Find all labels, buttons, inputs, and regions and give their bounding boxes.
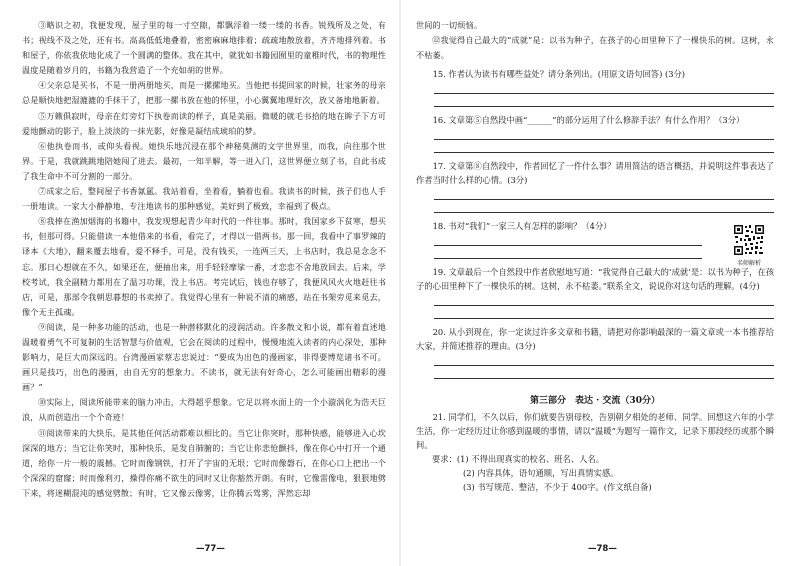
paragraph-12: ⑫我觉得自己最大的“成就”是：以书为种子，在孩子的心田里种下了一棵快乐的树。这树，永不枯萎。: [416, 35, 774, 61]
paragraph-3: ③略识之初，我便发现，屋子里的每一寸空隙，都飘浮着一缕一缕的书香。锐残所及之处，有书；视线不及之处，还有书。高高低低地叠着，密密麻麻地排着；疏疏地散放着，齐齐地排列着。书和屋子，你依我依地化成了一个圆满的整体。我在其中，就犹如书籍园囿里的童稚时代，书的物理性温度是随着岁月的，书籍为我营造了一个充如胡的世界。: [22, 20, 386, 76]
answer-line[interactable]: [434, 81, 774, 94]
question-15: 15. 作者认为读书有哪些益处？请分条列出。(用原文语句回答) (3分): [432, 69, 686, 80]
answer-line[interactable]: [434, 306, 774, 319]
paragraph-10: ⑩实际上，阅读所能带来的脑力冲击，大得超乎想象。它足以将水面上的一个小漩涡化为浩天巨浪，从而创造出一个个奇迹！: [22, 397, 386, 423]
answer-line[interactable]: [434, 200, 774, 213]
paragraph-11: ⑪阅读带来的大快乐，是其他任何活动都难以相比的。当它让你突时，那种快感，能够进入心坎深深的地方；当它让你笑时，那种快乐，是发自肺腑的；当它让你悲怆颤抖，像在你心中打开一个通道，给你一片一般的震撼。它时而像钢铁，打开了宇宙的无垠；它时而像磐石，在你心口上把出一个个深深的窟窿；时而像利刃，操得你痛不欲生的同时又让你豁然开朗。有时，它像雷像电，狠狠地劈下来，将迷糊混沌的感觉劈散；有时，它又像云像雾，让你腾云驾雾，浑然忘却: [22, 427, 386, 498]
answer-line[interactable]: [434, 187, 774, 200]
question-20: 20. 从小到现在，你一定读过许多文章和书籍，请把对你影响最深的一篇文章或一本书推荐给大家，并简述推荐的理由。(3分): [416, 327, 774, 352]
paragraph-8: ⑧我捧在渔加烟海的书籍中，我发现想起青少年时代的一件往事。那时，我国家乡下贫寒，想买书，但那可得。只能借读一本他借来的书看，看完了，才得以一借两书。那一回，我看中了事罗辣的译本《大地》，翻来覆去地看，爱不释手，可是，没有钱买，一连两三天，上书店时，我总是念念不忘。那日心想就在不久，如果还在，便抽出来，用手轻轻摩挲一番，才恋恋不舍地放回去。后来，学校考试，我全副精力都用在了温习功课，没上书店。考完试后，钱也存够了，我便风风火火地赶往书店，可是，那部令我朝思暮想的书卖掉了。我觉得心里有一种说不清的痛感，站在书架旁觅来觅去，像个无主孤魂。: [22, 216, 386, 317]
question-17: 17. 文章第⑧自然段中，作者回忆了一件什么事？请用简洁的语言概括，并说明这件事表达了作者当时什么样的心情。(3分): [416, 161, 774, 186]
paragraph-5: ⑤万籁俱寂时，母亲在灯旁灯下执卷而读的样子，真是美丽。微暖的就毛书拾的地在眸子下方可爱地颤动的影子，脸上淡淡的一抹光影，好像是凝结成琥珀的梦。: [22, 110, 386, 136]
continuation-text: 世间的一切烦恼。: [416, 20, 482, 30]
qr-code-icon[interactable]: [733, 224, 765, 256]
answer-line[interactable]: [434, 233, 702, 246]
paragraph-9: ⑨阅读，是一种多功能的活动，也是一种潜移默化的浸润活动。许多散文和小说，都有着直述地温暖着勇气不可复制的生活智慧与价值观，它会在阅读的过程中，慢慢地流入读者的内心深处，那种影响力，是巨大而深远的。台湾漫画家蔡志忠说过：“要成为出色的漫画家，非得要博览诸书不可。画只是技巧，出色的漫画，由自无穷的想象力。不读书，就无法有好奇心，怎么可能画出精彩的漫画？”: [22, 321, 386, 393]
answer-line[interactable]: [434, 246, 702, 259]
page-number-left: —77—: [196, 544, 225, 554]
qr-code-block[interactable]: [730, 224, 768, 267]
answer-line[interactable]: [434, 366, 774, 379]
qr-code-label: 名师解析: [736, 260, 761, 267]
right-page: [400, 0, 800, 566]
answer-line[interactable]: [434, 140, 774, 153]
answer-line[interactable]: [434, 293, 774, 306]
question-18: 18. 书对“我们”一家三人有怎样的影响？（4分）: [432, 221, 612, 232]
section-title: 第三部分 表达 · 交流（30分）: [530, 396, 660, 407]
requirement-2: (2) 内容具体，语句通顺，写出真情实感。: [463, 468, 619, 479]
paragraph-4: ④父亲总是买书，不是一册两册地买，而是一摞摞地买。当他把书提回家的时候，壮家务的母亲总是顺快地把湿漉漉的手抹干了，把那一摞书放在他的怀里，小心翼翼地理好次，放又备地地新着。: [22, 80, 386, 106]
answer-line[interactable]: [434, 94, 774, 107]
question-16: 16. 文章第⑤自然段中画“______”的部分运用了什么修辞手法？有什么作用？（3分）: [432, 115, 745, 126]
page-number-right: —78—: [588, 544, 617, 554]
paragraph-6: ⑥他执卷而书，或仰头看视。她快乐地沉浸在那个神秘莫测的文字世界里，而我，向往那个世界。于是，我就跳跳地陪她闯了进去。最初，一知半解，等一进入门，这世界便立刻了书，自此书成了我生命中不可分割的一部分。: [22, 140, 386, 181]
answer-line[interactable]: [434, 353, 774, 366]
requirement-3: (3) 书写规范、整洁，不少于 400字。(作文纸自备): [463, 482, 652, 493]
question-19: 19. 文章最后一个自然段中作者欣慰地写道：“我觉得自己最大的‘成就’是：以书为种子，在孩子的心田里种下了一棵快乐的树。这树，永不枯萎。”联系全文，说说你对这句话的理解。(4分): [416, 267, 774, 292]
paragraph-7: ⑦成家之后，整间屋子书香氤氲。我站着看，坐着看，躺着也看。我读书的时候，孩子们也人手一册地读。一家大小静静地、专注地读书的那种感觉，美好到了极致，幸福到了极点。: [22, 186, 386, 212]
answer-line[interactable]: [434, 127, 774, 140]
question-21: 21. 同学们，不久以后，你们就要告别母校，告别朝夕相处的老师、同学。回想这六年的小学生活，你一定经历过让你感到温暖的事情，请以“温暖”为题写一篇作文，记录下那段经历或那个瞬间。: [416, 412, 774, 451]
requirement-1: 要求：(1) 不得出现真实的校名、班名、人名。: [432, 454, 605, 465]
